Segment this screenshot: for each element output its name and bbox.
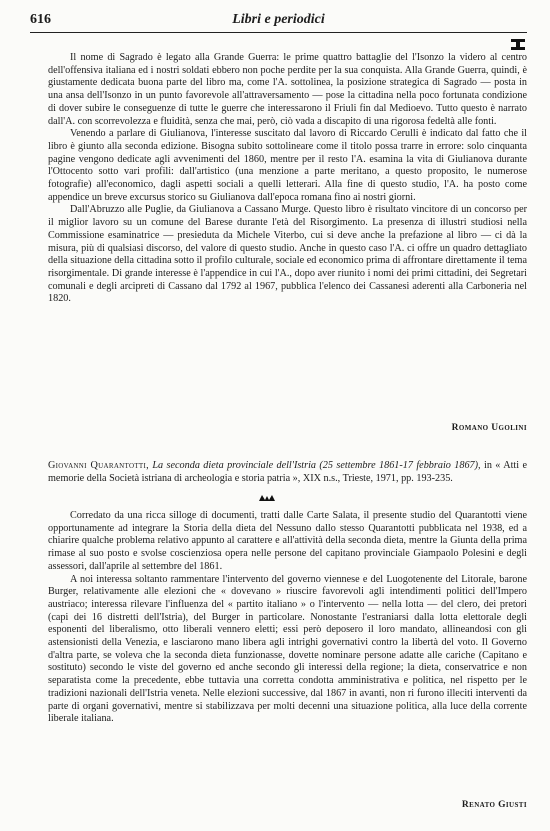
review-2-paragraph: A noi interessa soltanto rammentare l'intervento del governo viennese e del Luogotenente del Litorale, barone Burger, relativamente alle elezioni che « dovevano » riuscire favorevoli agli intendimenti politici dell'Impero austriaco; interessa rilevare l'influenza del « partito italiano » o l'intervento — nella lotta — del clero, dei pretori (capi dei 16 distretti dell'Istria), del Burger in particolare. Nonostante l'estraniarsi dalla lotta elettorale degli esponenti del liberalismo, otto liberali vennero eletti; essi però deposero il loro mandato, allineandosi con gli astensionisti della Venezia, e lasciarono mano libera agli intrighi governativi contro la libertà del voto. Il Governo d'altra parte, se voleva che la seconda dieta funzionasse, dovette nominare persone adatte alle cariche (Capitano e sostituto) secondo le viste del governo ed anche secondo gli interessi della regione; la dieta, conservatrice e non separatista come la precedente, ebbe tuttavia una corretta condotta amministrativa e politica, nel rispetto per le tradizioni nazionali dell'Istria veneta. Nelle elezioni successive, dal 1867 in avanti, non ri furono illeciti interventi da parte di organi governativi, mentre si stabilizzava per molti decenni una situazione politica, alla luce della corrente liberale italiana. xyxy=(48,573,527,725)
review-2-author: Giovanni Quarantotti, xyxy=(48,460,149,471)
page-number: 616 xyxy=(30,12,51,27)
printer-mark-icon xyxy=(510,38,526,52)
review-2-citation: in « Atti e memorie della Società istriana di archeologia e storia patria », XIX n.s., Trieste, 1971, pp. 193-235. xyxy=(48,460,527,484)
section-ornament-icon xyxy=(258,494,276,502)
review-2-title: La seconda dieta provinciale dell'Istria (25 settembre 1861-17 febbraio 1867), xyxy=(152,460,481,471)
review-2-body xyxy=(48,510,527,726)
running-title: Libri e periodici xyxy=(232,12,325,27)
review-2-signature: Renato Giusti xyxy=(461,800,527,810)
review-1-paragraph: Dall'Abruzzo alle Puglie, da Giulianova a Cassano Murge. Questo libro è risultato vincitore di un concorso per il miglior lavoro su un comune del Barese durante l'età del Risorgimento. La presenza di illustri studiosi nella Commissione esaminatrice — presieduta da Michele Viterbo, cui si deve anche la prefazione al libro — ci dà la misura, più di qualsiasi discorso, del valore di questo studio. Anche in questo caso l'A. ci offre un quadro dettagliato della situazione della cittadina sotto il profilo culturale, sociale ed economico prima di affrontare direttamente il tema risorgimentale. Di grande interesse è l'appendice in cui l'A., dopo aver riunito i nomi dei primi cittadini, dei Segretari comunali e degli arcipreti di Cassano dal 1792 al 1967, pubblica l'elenco dei Cassanesi aderenti alla Carboneria nel 1820. xyxy=(48,204,527,305)
review-1-paragraph: Il nome di Sagrado è legato alla Grande Guerra: le prime quattro battaglie del l'Isonzo la videro al centro dell'offensiva italiana ed i nostri soldati ebbero non poche perdite per la sua conquista. Alla Grande Guerra, quindi, è giustamente dedicata buona parte del libro ma, come l'A. sottolinea, la posizione strategica di Sagrado — posta in una ansa dell'Isonzo in un punto favorevole all'attraversamento — pose la cittadina nella poco fortunata condizione di dover subire le conseguenze di tutte le guerre che interessarono il Friuli fin dal Medioevo. Tutto questo è narrato dall'A. con scorrevolezza e fluidità, senza che mai, però, ciò vada a discapito di una rigorosa fedeltà alle fonti. xyxy=(48,52,527,127)
page-header xyxy=(30,10,527,33)
review-1-signature: Romano Ugolini xyxy=(451,423,527,433)
review-1-paragraph: Venendo a parlare di Giulianova, l'interesse suscitato dal lavoro di Riccardo Cerulli è indicato dal fatto che il libro è giunto alla seconda edizione. Bisogna subito sottolineare come il titolo possa trarre in errore: solo cinquanta pagine vengono dedicate agli avvenimenti del 1860, mentre per il resto l'A. esamina la vita di Giulianova durante l'Ottocento sotto vari profili: dall'artistico (una menzione a parte meritano, a questo proposito, le numerose fotografie) all'economico, dagli aspetti sociali a quelli letterari. Alla fine di questo studio, l'A. ha posto come appendice un breve excursus storico su Giulianova dall'epoca romana fino ai nostri giorni. xyxy=(48,128,527,203)
review-1-body xyxy=(48,52,527,306)
review-2-heading xyxy=(48,460,527,485)
review-2-paragraph: Corredato da una ricca silloge di documenti, tratti dalle Carte Salata, il presente studio del Quarantotti viene opportunamente ad integrare la Storia della dieta del Nessuno dallo stesso Quarantotti pubblicata nel 1938, ed a chiarire qualche problema relativo appunto al carattere e all'attività della seconda dieta, mentre la Giunta della prima rimase al suo posto e svolse coscienziosa opera nelle persone del capitano provinciale Giampaolo Polesini e degli assessori, dall'aprile al settembre del 1861. xyxy=(48,510,527,572)
